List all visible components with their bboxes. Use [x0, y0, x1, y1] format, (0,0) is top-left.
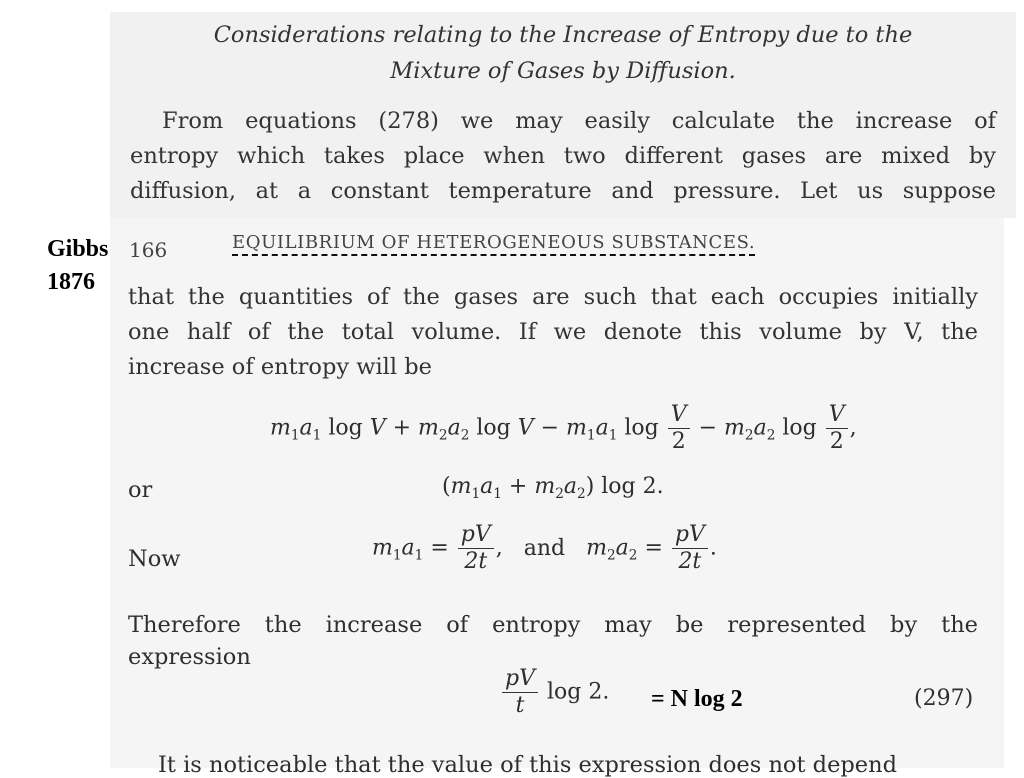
page-number: 166 [129, 238, 168, 262]
n-log-annotation: = N log 2 [651, 686, 743, 712]
entropy-increase-equation: $m_1a_1$ $\log V + m_2a_2$ $\log V - m_1a_1$ log $\frac{V}{2}$ − $m_2a_2$ log $\frac{V}{2}$ , [270, 402, 857, 454]
gibbs-label: Gibbs [47, 236, 109, 262]
top-paragraph-line3: diffusion, at a constant temperature and pressure. Let us suppose [130, 178, 996, 204]
section-heading-line2: Mixture of Gases by Diffusion. [390, 58, 736, 84]
running-head: EQUILIBRIUM OF HETEROGENEOUS SUBSTANCES. [232, 232, 755, 256]
simplified-equation: $(m_1a_1 + m_2a_2)$ log 2. [442, 474, 664, 502]
top-paragraph-line1: From equations (278) we may easily calculate the increase of [162, 108, 996, 134]
and-word: and [523, 535, 566, 561]
paragraph-2 [128, 280, 978, 385]
entropy-expression-equation: $\frac{pV}{t}$ log 2. [500, 666, 609, 719]
paragraph-2-line3: increase of entropy will be [128, 354, 432, 380]
paragraph-2-line2: one half of the total volume. If we denote this volume by V, the [128, 319, 978, 345]
therefore-line: Therefore the increase of entropy may be represented by the [128, 612, 978, 638]
paragraph-2-line1: that the quantities of the gases are such that each occupies initially [128, 284, 978, 310]
top-paragraph [130, 104, 996, 209]
top-paragraph-line2: entropy which takes place when two different gases are mixed by [130, 143, 996, 169]
or-label: or [128, 477, 153, 503]
ideal-gas-equation: $m_1a_1$ = $\frac{pV}{2t}$ , and $m_2a_2$ = $\frac{pV}{2t}$ . [372, 522, 717, 574]
section-heading-line1: Considerations relating to the Increase of Entropy due to the [213, 22, 913, 48]
now-label: Now [128, 546, 181, 572]
gibbs-year: 1876 [47, 269, 95, 295]
expression-label: expression [128, 644, 251, 670]
cutoff-line: It is noticeable that the value of this expression does not depend [158, 752, 898, 778]
equation-number: (297) [914, 686, 974, 711]
